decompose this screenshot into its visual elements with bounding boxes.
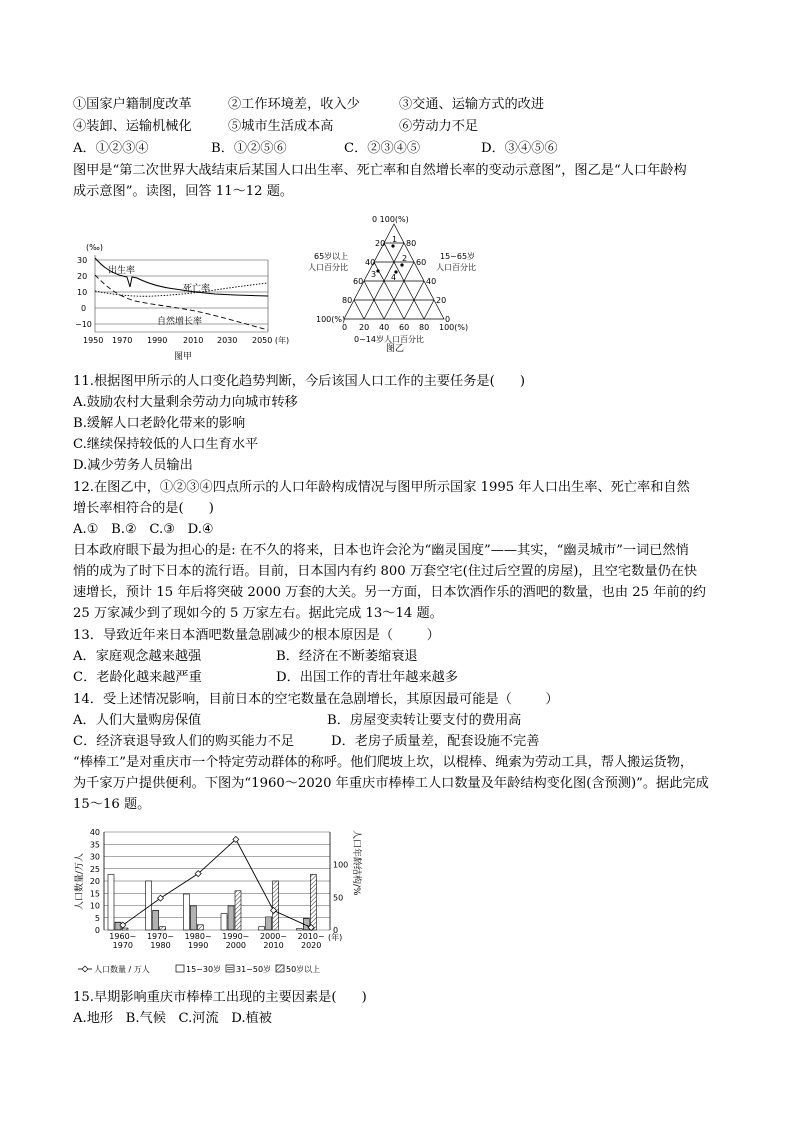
category-label: 2010	[263, 941, 284, 950]
left-tick: 100(%)	[316, 315, 346, 324]
right-tick: 80	[406, 239, 417, 248]
q14-stem: 14．受上述情况影响，目前日本的空宅数量在急剧增长，其原因最可能是（ ）	[73, 692, 559, 707]
q11-option-c: C.继续保持较低的人口生育水平	[73, 437, 259, 452]
q11-stem: 11.根据图甲所示的人口变化趋势判断，今后该国人口工作的主要任务是( )	[73, 374, 526, 389]
right-tick-label: 0	[333, 926, 339, 935]
q13-option-d: D．出国工作的青壮年越来越多	[276, 670, 459, 685]
point-label: 2	[402, 254, 408, 263]
category-label: 1970	[112, 941, 134, 950]
left-axis-title: 人口百分比	[308, 263, 348, 272]
right-axis-title: 15~65岁	[440, 252, 476, 261]
birth-rate-label: 出生率	[108, 266, 136, 276]
intro-paragraph: “棒棒工”是对重庆市一个特定劳动群体的称呼。他们爬坡上坎，以棍棒、绳索为劳动工具，帮人搬运货物，	[73, 755, 694, 770]
figure-jia	[75, 235, 300, 365]
intro-paragraph: 15～16 题。	[73, 797, 151, 812]
bar	[190, 906, 196, 930]
q10-option-c: C．②③④⑤	[344, 141, 421, 156]
top-label: 0 100(%)	[372, 215, 409, 224]
q14-option-a: A．人们大量购房保值	[73, 713, 202, 728]
bar	[115, 922, 121, 930]
bangbang-chart	[70, 820, 380, 980]
category-label: 1980~	[184, 932, 212, 941]
left-tick-label: 10	[89, 901, 100, 911]
bottom-tick: 100(%)	[439, 323, 469, 332]
left-tick-label: 15	[89, 889, 100, 899]
q10-option-d: D．③④⑤⑥	[481, 141, 558, 156]
left-tick-label: 5	[94, 913, 100, 923]
bottom-tick: 20	[359, 323, 370, 332]
bottom-tick: 0	[342, 323, 348, 332]
intro-paragraph: 悄的成为了时下日本的流行语。目前，日本国内有约 800 万套空宅(住过后空置的房屋)，且空宅数量仍在快	[73, 564, 698, 579]
left-tick: 20	[375, 239, 386, 248]
right-tick: 60	[416, 258, 427, 267]
q10-item: ⑤城市生活成本高	[228, 119, 334, 134]
category-label: 1980	[150, 941, 171, 950]
q13-option-c: C．老龄化越来越严重	[73, 670, 202, 685]
death-rate-label: 死亡率	[183, 284, 211, 294]
category-label: 2000	[225, 941, 247, 950]
left-axis-title: 人口数量/万人	[75, 852, 85, 910]
right-tick: 40	[426, 277, 437, 286]
right-axis-title: 人口百分比	[436, 263, 476, 272]
right-tick-label: 100	[333, 860, 349, 870]
q11-option-b: B.缓解人口老龄化带来的影响	[73, 416, 246, 431]
q14-option-d: D．老房子质量差，配套设施不完善	[331, 734, 540, 749]
legend-label: 15~30岁	[186, 965, 222, 974]
natural-growth-label: 自然增长率	[157, 317, 203, 327]
q13-option-b: B．经济在不断萎缩衰退	[276, 649, 418, 664]
q10-item: ③交通、运输方式的改进	[399, 97, 545, 112]
q10-option-a: A．①②③④	[73, 141, 149, 156]
bar	[310, 874, 316, 930]
left-tick: 80	[342, 296, 353, 305]
intro-paragraph: 日本政府眼下最为担心的是: 在不久的将来，日本也许会沦为“幽灵国度”——其实，“幽灵城市”一词已然悄	[73, 543, 689, 558]
unit-label: (‰)	[86, 243, 103, 252]
category-label: 1990~	[222, 932, 250, 941]
x-tick: 2010	[183, 336, 204, 345]
birth-rate-line	[95, 258, 268, 296]
bar	[235, 891, 241, 930]
figure-caption: 图乙	[386, 344, 405, 352]
bar	[221, 914, 227, 930]
q11-option-a: A.鼓励农村大量剩余劳动力向城市转移	[73, 395, 298, 410]
y-tick: 20	[77, 272, 88, 281]
bottom-axis-title: 0~14岁人口百分比	[354, 335, 424, 344]
point-label: 3	[371, 270, 377, 279]
q15-stem: 15.早期影响重庆市棒棒工出现的主要因素是( )	[73, 990, 367, 1005]
legend-label: 31~50岁	[236, 965, 272, 974]
left-tick-label: 40	[89, 828, 100, 837]
category-label: 1960~	[109, 932, 137, 941]
right-tick: 0	[445, 315, 451, 324]
right-axis-title: 人口年龄结构/%	[351, 830, 361, 896]
figure-caption: 图甲	[174, 352, 193, 362]
category-label: 1990	[187, 941, 209, 950]
q10-item: ②工作环境差，收入少	[228, 97, 360, 112]
q13-stem: 13．导致近年来日本酒吧数量急剧减少的根本原因是（ ）	[73, 628, 440, 643]
right-tick: 20	[436, 296, 447, 305]
bar	[108, 874, 114, 930]
left-tick-label: 0	[94, 926, 100, 935]
q12-stem: 增长率相符合的是( )	[73, 501, 214, 516]
right-tick-label: 50	[333, 893, 344, 903]
q10-item: ①国家户籍制度改革	[73, 97, 192, 112]
left-tick-label: 30	[89, 852, 100, 862]
bar	[153, 910, 159, 930]
bar	[228, 906, 234, 930]
category-label: 2020	[300, 941, 322, 950]
bar	[197, 925, 203, 930]
q12-options: A.① B.② C.③ D.④	[73, 522, 214, 537]
q15-options: A.地形 B.气候 C.河流 D.植被	[73, 1011, 272, 1026]
intro-paragraph: 25 万家减少到了现如今的 5 万家左右。据此完成 13～14 题。	[73, 606, 443, 621]
q14-option-b: B．房屋变卖转让要支付的费用高	[327, 713, 522, 728]
bar	[183, 894, 189, 930]
point-label: 1	[392, 235, 398, 244]
bottom-tick: 80	[419, 323, 430, 332]
bottom-tick: 40	[379, 323, 390, 332]
legend-label: 人口数量 / 万人	[94, 965, 150, 974]
point-label: 4	[391, 273, 397, 282]
x-tick: 1990	[147, 336, 168, 345]
q11-option-d: D.减少劳务人员输出	[73, 458, 193, 473]
q10-item: ④装卸、运输机械化	[73, 119, 192, 134]
q13-option-a: A．家庭观念越来越强	[73, 649, 202, 664]
bar	[259, 927, 265, 930]
y-tick: −10	[75, 320, 92, 329]
category-label: 1970~	[146, 932, 175, 941]
left-tick-label: 35	[89, 840, 100, 850]
category-label: 2000~	[259, 932, 288, 941]
figure-yi	[298, 212, 498, 352]
left-tick-label: 25	[89, 864, 100, 874]
bar	[266, 917, 272, 930]
legend-label: 50岁以上	[286, 965, 321, 974]
left-tick: 60	[353, 277, 364, 286]
bar	[273, 881, 279, 930]
intro-paragraph: 速增长，预计 15 年后将突破 2000 万套的大关。另一方面，日本饮酒作乐的酒吧的数量，也由 25 年前的约	[73, 585, 706, 600]
q10-item: ⑥劳动力不足	[399, 119, 479, 134]
q12-stem: 12.在图乙中，①②③④四点所示的人口年龄构成情况与图甲所示国家 1995 年人口出生率、死亡率和自然	[73, 480, 690, 495]
x-tick: 2050 (年)	[252, 336, 290, 345]
x-unit: (年)	[328, 933, 343, 942]
left-axis-title: 65岁以上	[314, 252, 349, 261]
y-tick: 0	[81, 304, 87, 313]
category-label: 2010~	[297, 932, 325, 941]
bar	[296, 929, 302, 930]
q14-option-c: C．经济衰退导致人们的购买能力不足	[73, 734, 295, 749]
legend	[78, 964, 320, 974]
left-tick: 40	[365, 258, 376, 267]
x-tick: 2030	[217, 336, 238, 345]
population-point	[158, 895, 164, 901]
intro-paragraph: 为千家万户提供便利。下图为“1960～2020 年重庆市棒棒工人口数量及年龄结构变化图(含预测)”。据此完成	[73, 776, 709, 791]
y-tick: 30	[77, 256, 88, 265]
intro-paragraph: 图甲是“第二次世界大战结束后某国人口出生率、死亡率和自然增长率的变动示意图”，图乙是“人口年龄构	[73, 163, 687, 178]
q10-option-b: B．①②⑤⑥	[211, 141, 287, 156]
intro-paragraph: 成示意图”。读图，回答 11～12 题。	[73, 184, 294, 199]
x-tick: 1950	[83, 336, 104, 345]
bottom-tick: 60	[399, 323, 410, 332]
left-tick-label: 20	[89, 877, 100, 886]
x-tick: 1970	[112, 336, 133, 345]
y-tick: 10	[77, 288, 88, 297]
bar	[160, 927, 166, 930]
